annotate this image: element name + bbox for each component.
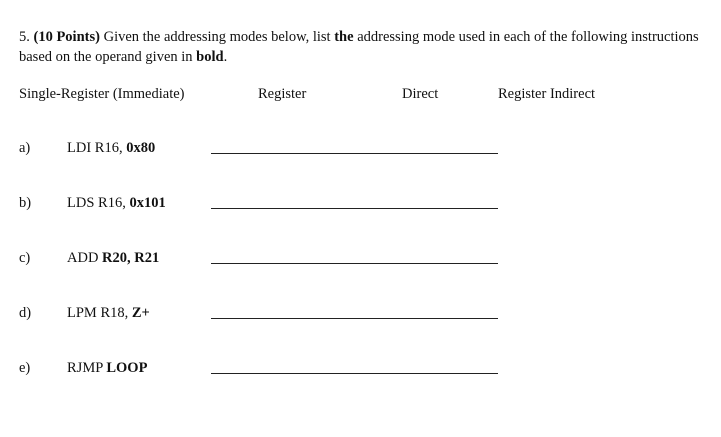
instruction-bold-operand: Z+: [131, 305, 150, 321]
item-instruction: [67, 138, 155, 158]
answer-line-b[interactable]: [211, 208, 498, 209]
instruction-plain: RJMP: [67, 360, 103, 376]
mode-single-register: Single-Register (Immediate): [19, 86, 185, 102]
item-d: [0, 303, 721, 323]
item-letter: b): [19, 195, 32, 211]
item-b: [0, 193, 721, 213]
question-text-part2: addressing mode used in each of the following instructions based on the operand given in: [19, 29, 699, 65]
answer-line-a[interactable]: [211, 153, 498, 154]
instruction-plain: LPM R18,: [67, 305, 129, 321]
item-e: [0, 358, 721, 378]
instruction-bold-operand: R20, R21: [102, 250, 160, 266]
addressing-modes-list: [0, 84, 721, 104]
item-letter: a): [19, 140, 31, 156]
item-letter: d): [19, 305, 32, 321]
instruction-bold-operand: 0x80: [126, 140, 156, 156]
instruction-bold-operand: LOOP: [106, 360, 148, 376]
answer-line-d[interactable]: [211, 318, 498, 319]
item-letter: c): [19, 250, 31, 266]
item-instruction: [67, 193, 166, 213]
answer-line-e[interactable]: [211, 373, 498, 374]
instruction-bold-operand: 0x101: [129, 195, 166, 211]
instruction-plain: LDI R16,: [67, 140, 123, 156]
question-number: 5.: [19, 29, 30, 45]
item-instruction: [67, 303, 150, 323]
question-text-bold2: bold: [196, 49, 224, 65]
answer-line-c[interactable]: [211, 263, 498, 264]
question-text-part1: Given the addressing modes below, list: [103, 29, 331, 45]
instruction-plain: ADD: [67, 250, 99, 266]
mode-direct: Direct: [402, 86, 439, 102]
item-instruction: [67, 358, 147, 378]
question-points: (10 Points): [33, 29, 100, 45]
item-c: [0, 248, 721, 268]
instruction-plain: LDS R16,: [67, 195, 126, 211]
item-a: [0, 138, 721, 158]
item-letter: e): [19, 360, 31, 376]
mode-register-indirect: Register Indirect: [498, 86, 596, 102]
question-text-bold: the: [334, 29, 354, 45]
question-text-end: .: [223, 49, 228, 65]
item-instruction: [67, 248, 159, 268]
mode-register: Register: [258, 86, 307, 102]
question-text: [19, 27, 709, 67]
